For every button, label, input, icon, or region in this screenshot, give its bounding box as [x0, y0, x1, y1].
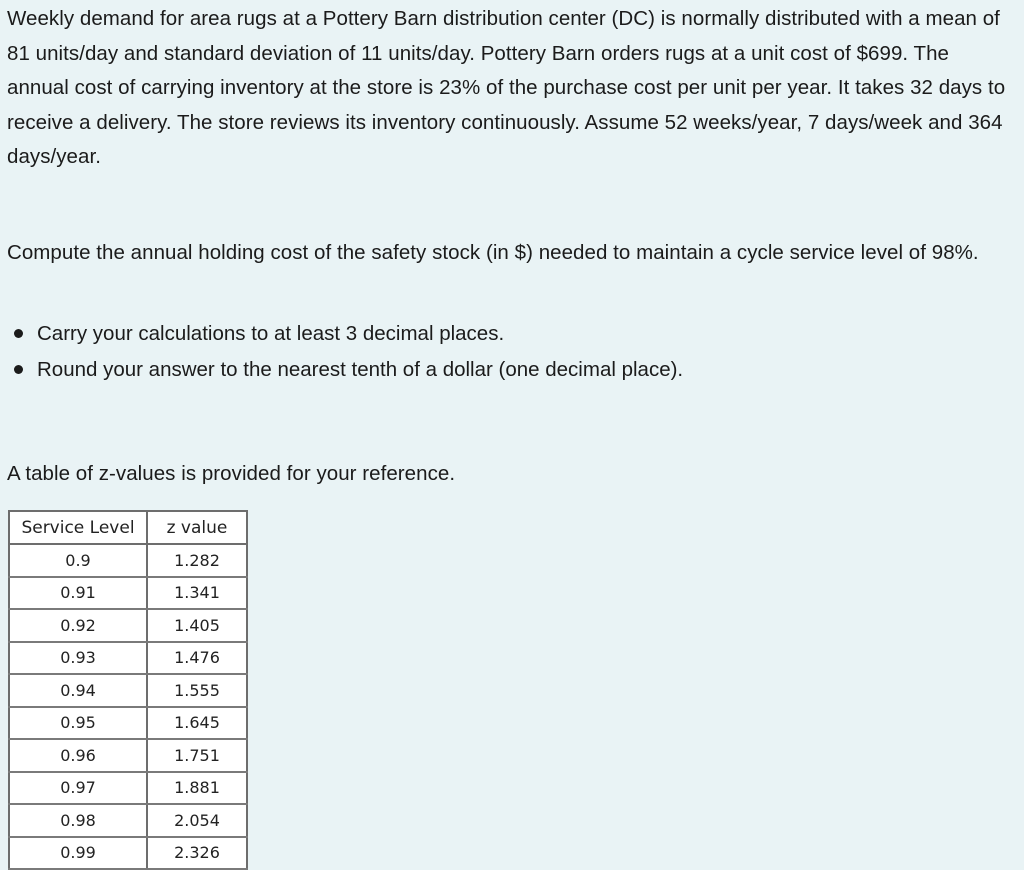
table-intro-text: A table of z-values is provided for your reference.	[7, 462, 456, 485]
z-value-cell: 1.282	[147, 544, 247, 577]
instruction-item: Carry your calculations to at least 3 decimal places.	[0, 316, 683, 352]
z-value-cell: 1.881	[147, 772, 247, 805]
table-row	[9, 739, 247, 772]
service-level-cell: 0.94	[9, 674, 147, 707]
service-level-cell: 0.92	[9, 609, 147, 642]
z-value-cell: 1.405	[147, 609, 247, 642]
table-row	[9, 674, 247, 707]
z-value-cell: 2.054	[147, 804, 247, 837]
z-value-cell: 1.476	[147, 642, 247, 675]
service-level-cell: 0.91	[9, 577, 147, 610]
table-row	[9, 707, 247, 740]
question-text: Compute the annual holding cost of the safety stock (in $) needed to maintain a cycle service level of 98%.	[7, 241, 979, 264]
problem-statement: Weekly demand for area rugs at a Pottery Barn distribution center (DC) is normally distributed with a mean of 81 units/day and standard deviation of 11 units/day. Pottery Barn orders rugs at a unit cost of $699. The annual cost of carrying inventory at the store is 23% of the purchase cost per unit per year. It takes 32 days to receive a delivery. The store reviews its inventory continuously. Assume 52 weeks/year, 7 days/week and 364 days/year.	[7, 7, 1006, 169]
table-row	[9, 642, 247, 675]
z-value-header: z value	[147, 511, 247, 544]
z-value-cell: 1.555	[147, 674, 247, 707]
instruction-item: Round your answer to the nearest tenth of a dollar (one decimal place).	[0, 352, 683, 388]
z-value-table	[8, 510, 248, 870]
table-row	[9, 544, 247, 577]
z-value-cell: 1.645	[147, 707, 247, 740]
service-level-cell: 0.99	[9, 837, 147, 870]
service-level-cell: 0.95	[9, 707, 147, 740]
service-level-cell: 0.97	[9, 772, 147, 805]
instruction-list	[0, 316, 683, 388]
table-row	[9, 804, 247, 837]
table-row	[9, 772, 247, 805]
z-value-cell: 1.751	[147, 739, 247, 772]
service-level-cell: 0.9	[9, 544, 147, 577]
table-row	[9, 837, 247, 870]
z-value-cell: 1.341	[147, 577, 247, 610]
z-value-cell: 2.326	[147, 837, 247, 870]
service-level-cell: 0.96	[9, 739, 147, 772]
service-level-header: Service Level	[9, 511, 147, 544]
service-level-cell: 0.93	[9, 642, 147, 675]
table-row	[9, 609, 247, 642]
table-header-row	[9, 511, 247, 544]
service-level-cell: 0.98	[9, 804, 147, 837]
table-row	[9, 577, 247, 610]
